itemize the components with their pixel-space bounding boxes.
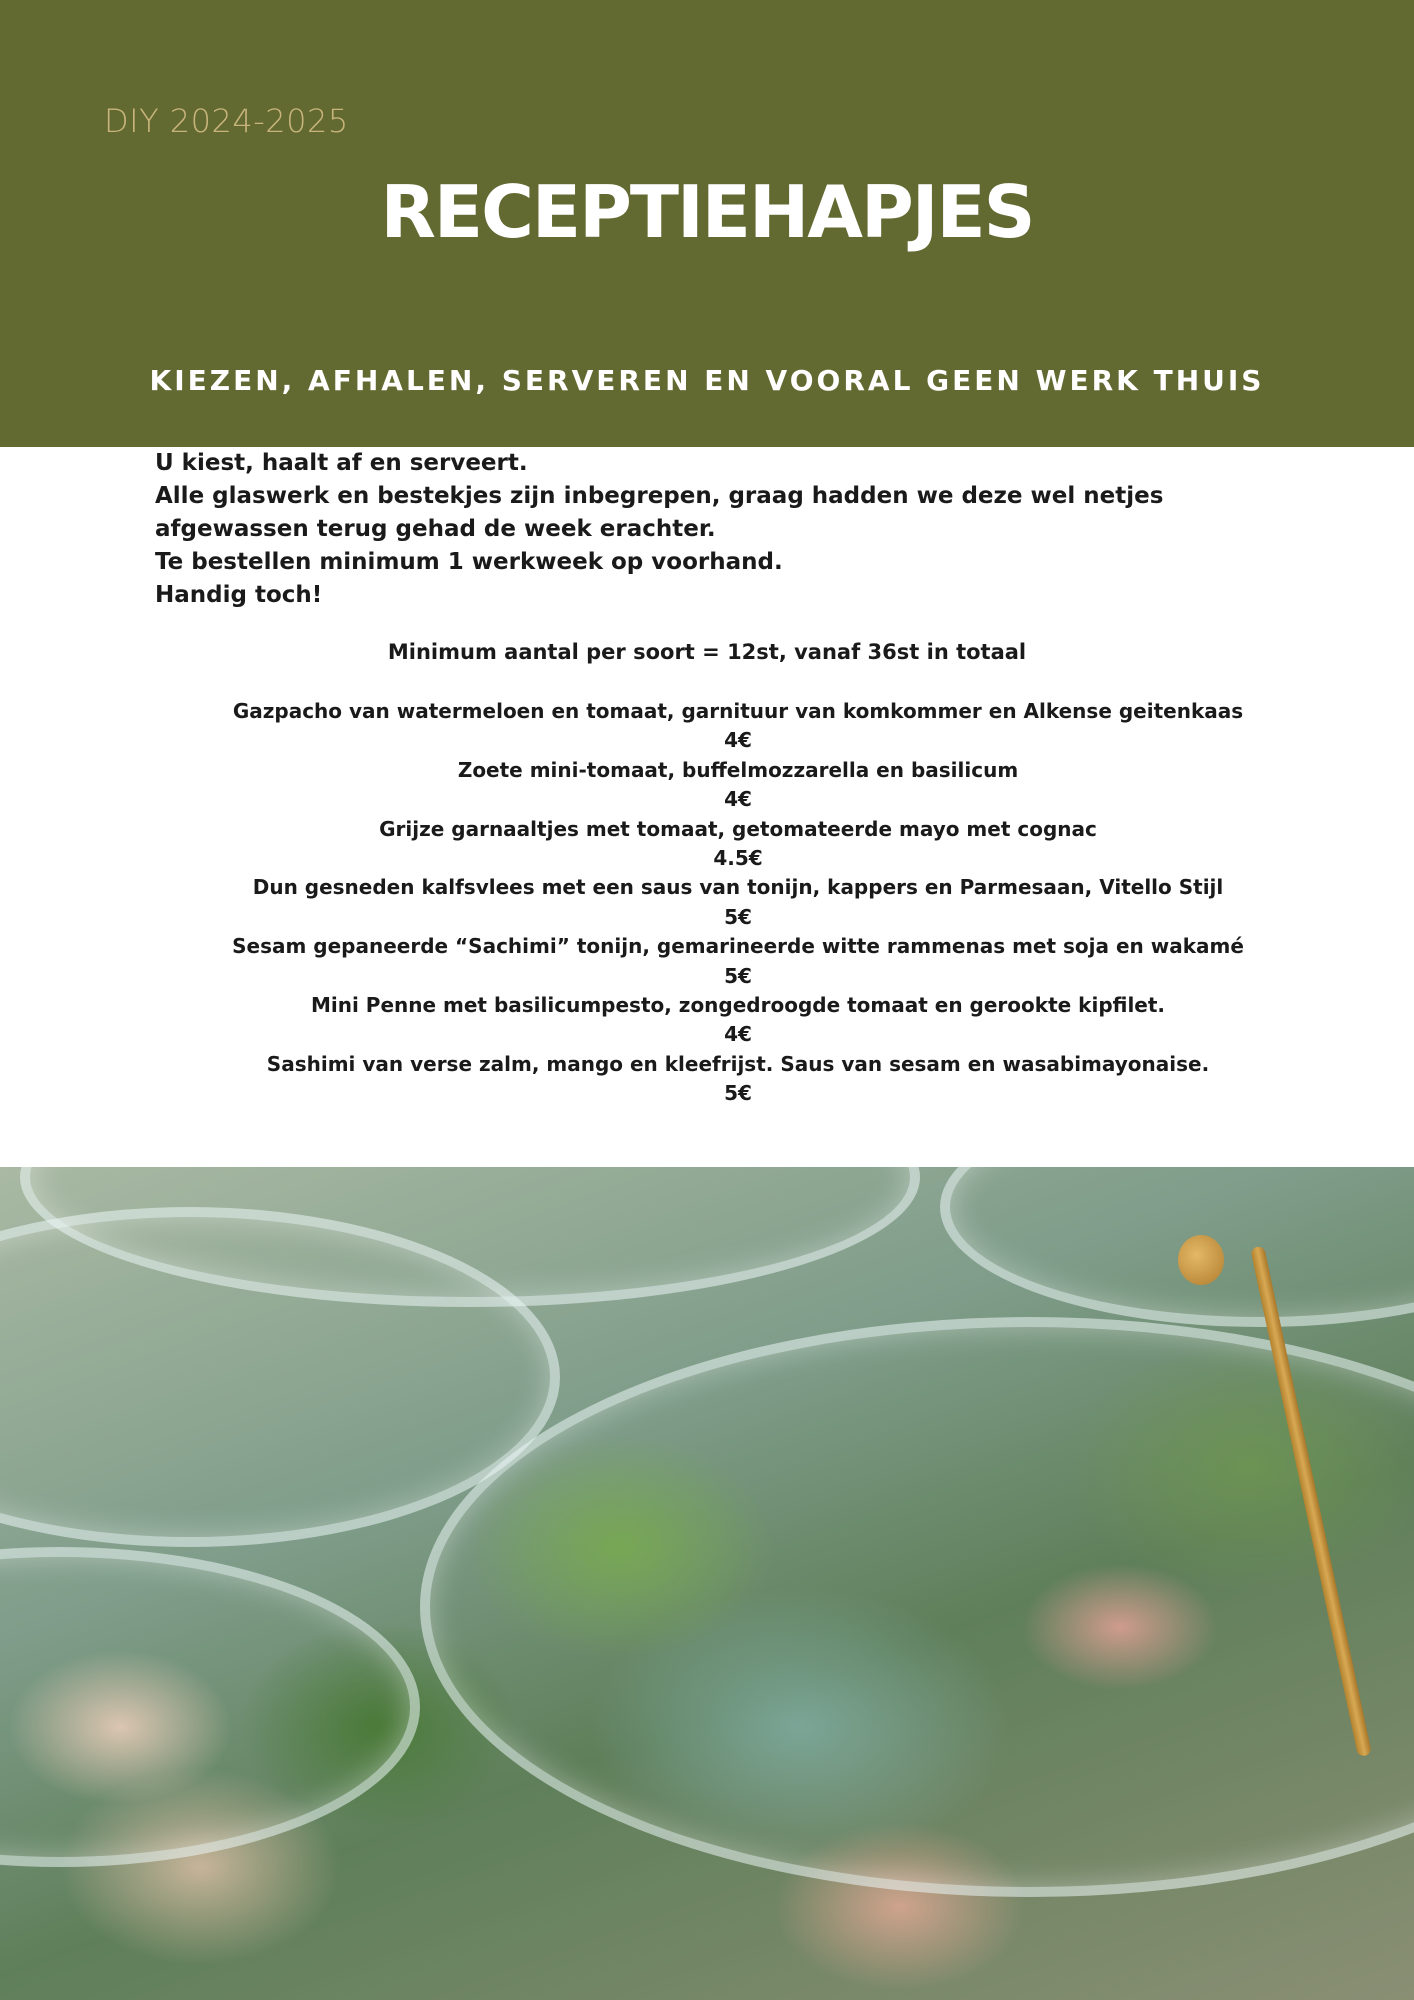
- menu-item-name: Grijze garnaaltjes met tomaat, getomateerde mayo met cognac: [379, 816, 1097, 841]
- glass-shape: [0, 1547, 420, 1867]
- menu-item: [150, 991, 1326, 1050]
- intro-line: U kiest, haalt af en serveert.: [155, 450, 528, 476]
- menu-item: [150, 756, 1326, 815]
- menu-item-name: Sesam gepaneerde “Sachimi” tonijn, gemarineerde witte rammenas met soja en wakamé: [232, 934, 1244, 959]
- glass-shape: [420, 1317, 1414, 1897]
- menu-item-price: 5€: [724, 1081, 752, 1106]
- tagline: KIEZEN, AFHALEN, SERVEREN EN VOORAL GEEN WERK THUIS: [149, 364, 1265, 397]
- menu-item: [150, 815, 1326, 874]
- menu-list: [150, 697, 1326, 1109]
- menu-item-price: 5€: [724, 904, 752, 929]
- intro-line: Alle glaswerk en bestekjes zijn inbegrepen, graag hadden we deze wel netjes afgewassen terug gehad de week erachter.: [155, 483, 1164, 542]
- menu-item-name: Zoete mini-tomaat, buffelmozzarella en basilicum: [457, 757, 1019, 782]
- menu-item: [150, 1050, 1326, 1109]
- menu-item: [150, 932, 1326, 991]
- menu-item: [150, 697, 1326, 756]
- menu-item-price: 5€: [724, 963, 752, 988]
- menu-item-name: Gazpacho van watermeloen en tomaat, garnituur van komkommer en Alkense geitenkaas: [232, 699, 1244, 723]
- menu-item-name: Sashimi van verse zalm, mango en kleefrijst. Saus van sesam en wasabimayonaise.: [266, 1051, 1210, 1076]
- menu-item-price: 4€: [724, 787, 752, 812]
- header-banner: [0, 0, 1414, 447]
- minimum-order-note: Minimum aantal per soort = 12st, vanaf 36st in totaal: [387, 640, 1027, 664]
- glass-shape: [940, 1167, 1414, 1327]
- menu-item-price: 4€: [724, 728, 752, 753]
- menu-item: [150, 873, 1326, 932]
- page-title: RECEPTIEHAPJES: [380, 170, 1034, 254]
- menu-item-name: Mini Penne met basilicumpesto, zongedroogde tomaat en gerookte kipfilet.: [310, 993, 1166, 1018]
- menu-item-price: 4€: [724, 1022, 752, 1047]
- menu-item-name: Dun gesneden kalfsvlees met een saus van tonijn, kappers en Parmesaan, Vitello Stijl: [252, 875, 1224, 900]
- edition-label: DIY 2024-2025: [104, 102, 349, 140]
- intro-line: Te bestellen minimum 1 werkweek op voorhand.: [155, 549, 783, 575]
- intro-text: [155, 447, 1275, 612]
- intro-line: Handig toch!: [155, 582, 323, 608]
- skewer-head: [1178, 1235, 1224, 1285]
- menu-item-price: 4.5€: [713, 846, 763, 871]
- food-photo: [0, 1167, 1414, 2000]
